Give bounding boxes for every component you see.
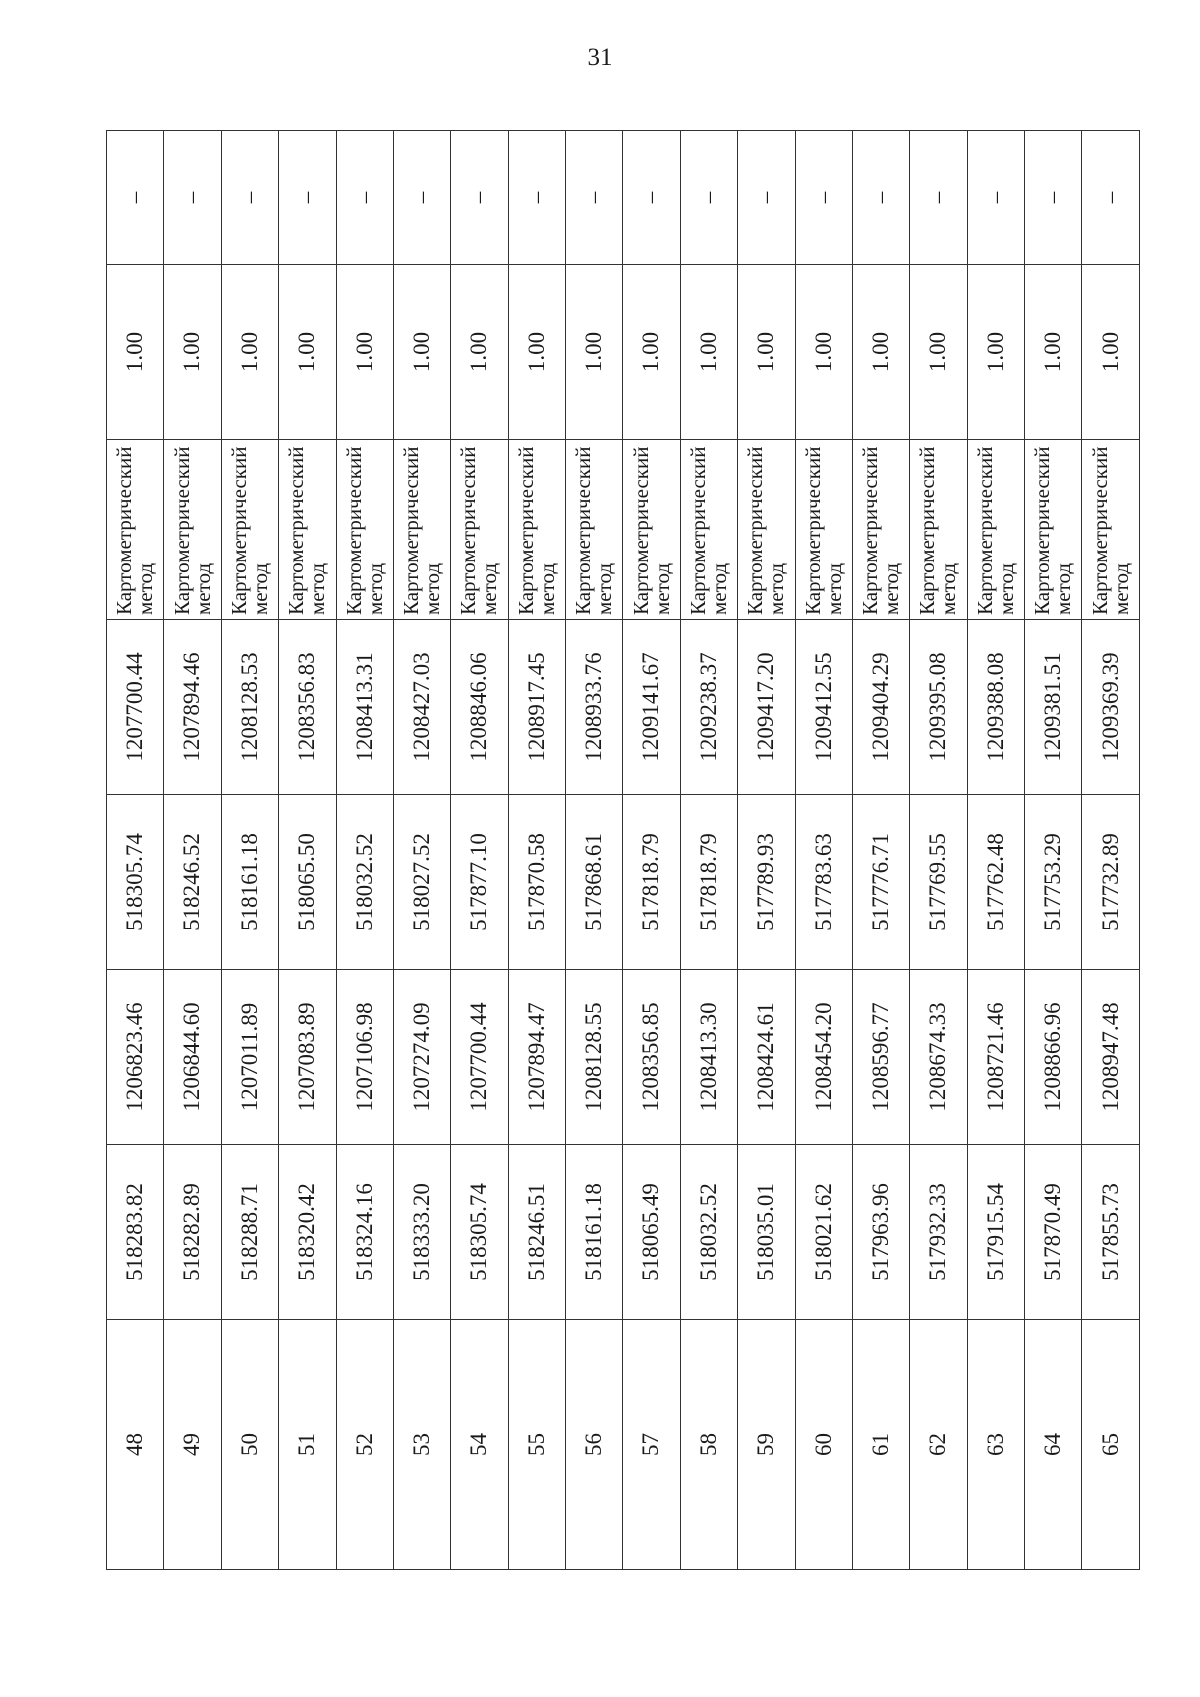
table-row bbox=[680, 131, 737, 1570]
accuracy-cell: 1.00 bbox=[508, 265, 565, 440]
accuracy-cell: 1.00 bbox=[107, 265, 164, 440]
x-coordinate-cell: 517855.73 bbox=[1082, 1145, 1140, 1320]
x-coordinate-cell: 518065.50 bbox=[279, 795, 336, 970]
y-coordinate-cell: 1207011.89 bbox=[221, 970, 278, 1145]
accuracy-cell: 1.00 bbox=[1082, 265, 1140, 440]
point-number-cell: 65 bbox=[1082, 1320, 1140, 1570]
x-coordinate-cell: 517783.63 bbox=[795, 795, 852, 970]
description-cell: – bbox=[221, 131, 278, 265]
y-coordinate-cell: 1208424.61 bbox=[738, 970, 795, 1145]
x-coordinate-cell: 517915.54 bbox=[967, 1145, 1024, 1320]
y-coordinate-cell: 1208947.48 bbox=[1082, 970, 1140, 1145]
x-coordinate-cell: 517868.61 bbox=[566, 795, 623, 970]
table-row bbox=[279, 131, 336, 1570]
y-coordinate-cell: 1209412.55 bbox=[795, 620, 852, 795]
description-cell: – bbox=[738, 131, 795, 265]
y-coordinate-cell: 1209369.39 bbox=[1082, 620, 1140, 795]
x-coordinate-cell: 518283.82 bbox=[107, 1145, 164, 1320]
description-cell: – bbox=[451, 131, 508, 265]
accuracy-cell: 1.00 bbox=[623, 265, 680, 440]
y-coordinate-cell: 1208917.45 bbox=[508, 620, 565, 795]
method-cell: Картометрический метод bbox=[623, 440, 680, 620]
table-row bbox=[852, 131, 909, 1570]
table-row bbox=[1082, 131, 1140, 1570]
method-cell: Картометрический метод bbox=[336, 440, 393, 620]
y-coordinate-cell: 1208846.06 bbox=[451, 620, 508, 795]
accuracy-cell: 1.00 bbox=[852, 265, 909, 440]
accuracy-cell: 1.00 bbox=[910, 265, 967, 440]
y-coordinate-cell: 1207700.44 bbox=[107, 620, 164, 795]
accuracy-cell: 1.00 bbox=[279, 265, 336, 440]
x-coordinate-cell: 517753.29 bbox=[1025, 795, 1082, 970]
y-coordinate-cell: 1208721.46 bbox=[967, 970, 1024, 1145]
table-row bbox=[336, 131, 393, 1570]
method-cell: Картометрический метод bbox=[393, 440, 450, 620]
method-cell: Картометрический метод bbox=[967, 440, 1024, 620]
method-cell: Картометрический метод bbox=[566, 440, 623, 620]
y-coordinate-cell: 1208413.30 bbox=[680, 970, 737, 1145]
point-number-cell: 50 bbox=[221, 1320, 278, 1570]
x-coordinate-cell: 518032.52 bbox=[336, 795, 393, 970]
point-number-cell: 61 bbox=[852, 1320, 909, 1570]
x-coordinate-cell: 517789.93 bbox=[738, 795, 795, 970]
y-coordinate-cell: 1208933.76 bbox=[566, 620, 623, 795]
point-number-cell: 49 bbox=[164, 1320, 221, 1570]
point-number-cell: 48 bbox=[107, 1320, 164, 1570]
rotated-table-container bbox=[106, 131, 1140, 1570]
point-number-cell: 63 bbox=[967, 1320, 1024, 1570]
method-cell: Картометрический метод bbox=[221, 440, 278, 620]
description-cell: – bbox=[164, 131, 221, 265]
y-coordinate-cell: 1208866.96 bbox=[1025, 970, 1082, 1145]
accuracy-cell: 1.00 bbox=[451, 265, 508, 440]
x-coordinate-cell: 518305.74 bbox=[107, 795, 164, 970]
x-coordinate-cell: 518021.62 bbox=[795, 1145, 852, 1320]
description-cell: – bbox=[336, 131, 393, 265]
x-coordinate-cell: 517932.33 bbox=[910, 1145, 967, 1320]
point-number-cell: 64 bbox=[1025, 1320, 1082, 1570]
table-row bbox=[107, 131, 164, 1570]
x-coordinate-cell: 518065.49 bbox=[623, 1145, 680, 1320]
y-coordinate-cell: 1206823.46 bbox=[107, 970, 164, 1145]
method-cell: Картометрический метод bbox=[680, 440, 737, 620]
accuracy-cell: 1.00 bbox=[164, 265, 221, 440]
method-cell: Картометрический метод bbox=[852, 440, 909, 620]
method-cell: Картометрический метод bbox=[738, 440, 795, 620]
description-cell: – bbox=[1025, 131, 1082, 265]
x-coordinate-cell: 518032.52 bbox=[680, 1145, 737, 1320]
table-body bbox=[107, 131, 1140, 1570]
x-coordinate-cell: 518161.18 bbox=[566, 1145, 623, 1320]
y-coordinate-cell: 1209395.08 bbox=[910, 620, 967, 795]
point-number-cell: 59 bbox=[738, 1320, 795, 1570]
y-coordinate-cell: 1206844.60 bbox=[164, 970, 221, 1145]
accuracy-cell: 1.00 bbox=[967, 265, 1024, 440]
x-coordinate-cell: 518282.89 bbox=[164, 1145, 221, 1320]
y-coordinate-cell: 1209417.20 bbox=[738, 620, 795, 795]
method-cell: Картометрический метод bbox=[279, 440, 336, 620]
accuracy-cell: 1.00 bbox=[738, 265, 795, 440]
x-coordinate-cell: 517732.89 bbox=[1082, 795, 1140, 970]
point-number-cell: 55 bbox=[508, 1320, 565, 1570]
y-coordinate-cell: 1208454.20 bbox=[795, 970, 852, 1145]
coordinates-table bbox=[106, 130, 1140, 1570]
table-row bbox=[1025, 131, 1082, 1570]
method-cell: Картометрический метод bbox=[107, 440, 164, 620]
description-cell: – bbox=[852, 131, 909, 265]
x-coordinate-cell: 518305.74 bbox=[451, 1145, 508, 1320]
table-row bbox=[738, 131, 795, 1570]
point-number-cell: 57 bbox=[623, 1320, 680, 1570]
x-coordinate-cell: 518324.16 bbox=[336, 1145, 393, 1320]
table-row bbox=[623, 131, 680, 1570]
x-coordinate-cell: 518288.71 bbox=[221, 1145, 278, 1320]
table-row bbox=[566, 131, 623, 1570]
x-coordinate-cell: 517776.71 bbox=[852, 795, 909, 970]
y-coordinate-cell: 1207274.09 bbox=[393, 970, 450, 1145]
table-row bbox=[164, 131, 221, 1570]
accuracy-cell: 1.00 bbox=[680, 265, 737, 440]
y-coordinate-cell: 1207894.46 bbox=[164, 620, 221, 795]
method-cell: Картометрический метод bbox=[508, 440, 565, 620]
point-number-cell: 58 bbox=[680, 1320, 737, 1570]
table-row bbox=[795, 131, 852, 1570]
x-coordinate-cell: 518246.52 bbox=[164, 795, 221, 970]
y-coordinate-cell: 1209381.51 bbox=[1025, 620, 1082, 795]
y-coordinate-cell: 1207700.44 bbox=[451, 970, 508, 1145]
y-coordinate-cell: 1209388.08 bbox=[967, 620, 1024, 795]
accuracy-cell: 1.00 bbox=[393, 265, 450, 440]
x-coordinate-cell: 518027.52 bbox=[393, 795, 450, 970]
point-number-cell: 53 bbox=[393, 1320, 450, 1570]
table-row bbox=[393, 131, 450, 1570]
point-number-cell: 62 bbox=[910, 1320, 967, 1570]
description-cell: – bbox=[680, 131, 737, 265]
method-cell: Картометрический метод bbox=[164, 440, 221, 620]
table-row bbox=[221, 131, 278, 1570]
x-coordinate-cell: 517870.58 bbox=[508, 795, 565, 970]
method-cell: Картометрический метод bbox=[1082, 440, 1140, 620]
description-cell: – bbox=[566, 131, 623, 265]
method-cell: Картометрический метод bbox=[795, 440, 852, 620]
method-cell: Картометрический метод bbox=[451, 440, 508, 620]
y-coordinate-cell: 1208356.83 bbox=[279, 620, 336, 795]
x-coordinate-cell: 518161.18 bbox=[221, 795, 278, 970]
description-cell: – bbox=[623, 131, 680, 265]
y-coordinate-cell: 1209238.37 bbox=[680, 620, 737, 795]
x-coordinate-cell: 517769.55 bbox=[910, 795, 967, 970]
page-number: 31 bbox=[587, 44, 613, 71]
y-coordinate-cell: 1208596.77 bbox=[852, 970, 909, 1145]
x-coordinate-cell: 517963.96 bbox=[852, 1145, 909, 1320]
y-coordinate-cell: 1209141.67 bbox=[623, 620, 680, 795]
description-cell: – bbox=[393, 131, 450, 265]
y-coordinate-cell: 1208413.31 bbox=[336, 620, 393, 795]
x-coordinate-cell: 517818.79 bbox=[623, 795, 680, 970]
description-cell: – bbox=[508, 131, 565, 265]
table-row bbox=[508, 131, 565, 1570]
accuracy-cell: 1.00 bbox=[795, 265, 852, 440]
x-coordinate-cell: 517762.48 bbox=[967, 795, 1024, 970]
accuracy-cell: 1.00 bbox=[566, 265, 623, 440]
description-cell: – bbox=[795, 131, 852, 265]
x-coordinate-cell: 517877.10 bbox=[451, 795, 508, 970]
method-cell: Картометрический метод bbox=[910, 440, 967, 620]
method-cell: Картометрический метод bbox=[1025, 440, 1082, 620]
point-number-cell: 56 bbox=[566, 1320, 623, 1570]
point-number-cell: 51 bbox=[279, 1320, 336, 1570]
point-number-cell: 60 bbox=[795, 1320, 852, 1570]
accuracy-cell: 1.00 bbox=[1025, 265, 1082, 440]
x-coordinate-cell: 518320.42 bbox=[279, 1145, 336, 1320]
y-coordinate-cell: 1208128.53 bbox=[221, 620, 278, 795]
x-coordinate-cell: 517818.79 bbox=[680, 795, 737, 970]
x-coordinate-cell: 518246.51 bbox=[508, 1145, 565, 1320]
y-coordinate-cell: 1207894.47 bbox=[508, 970, 565, 1145]
table-row bbox=[967, 131, 1024, 1570]
description-cell: – bbox=[279, 131, 336, 265]
x-coordinate-cell: 517870.49 bbox=[1025, 1145, 1082, 1320]
y-coordinate-cell: 1207083.89 bbox=[279, 970, 336, 1145]
table-row bbox=[451, 131, 508, 1570]
y-coordinate-cell: 1208427.03 bbox=[393, 620, 450, 795]
accuracy-cell: 1.00 bbox=[336, 265, 393, 440]
y-coordinate-cell: 1209404.29 bbox=[852, 620, 909, 795]
table-row bbox=[910, 131, 967, 1570]
y-coordinate-cell: 1207106.98 bbox=[336, 970, 393, 1145]
point-number-cell: 52 bbox=[336, 1320, 393, 1570]
description-cell: – bbox=[967, 131, 1024, 265]
y-coordinate-cell: 1208674.33 bbox=[910, 970, 967, 1145]
description-cell: – bbox=[1082, 131, 1140, 265]
point-number-cell: 54 bbox=[451, 1320, 508, 1570]
description-cell: – bbox=[910, 131, 967, 265]
y-coordinate-cell: 1208128.55 bbox=[566, 970, 623, 1145]
y-coordinate-cell: 1208356.85 bbox=[623, 970, 680, 1145]
description-cell: – bbox=[107, 131, 164, 265]
x-coordinate-cell: 518035.01 bbox=[738, 1145, 795, 1320]
x-coordinate-cell: 518333.20 bbox=[393, 1145, 450, 1320]
accuracy-cell: 1.00 bbox=[221, 265, 278, 440]
